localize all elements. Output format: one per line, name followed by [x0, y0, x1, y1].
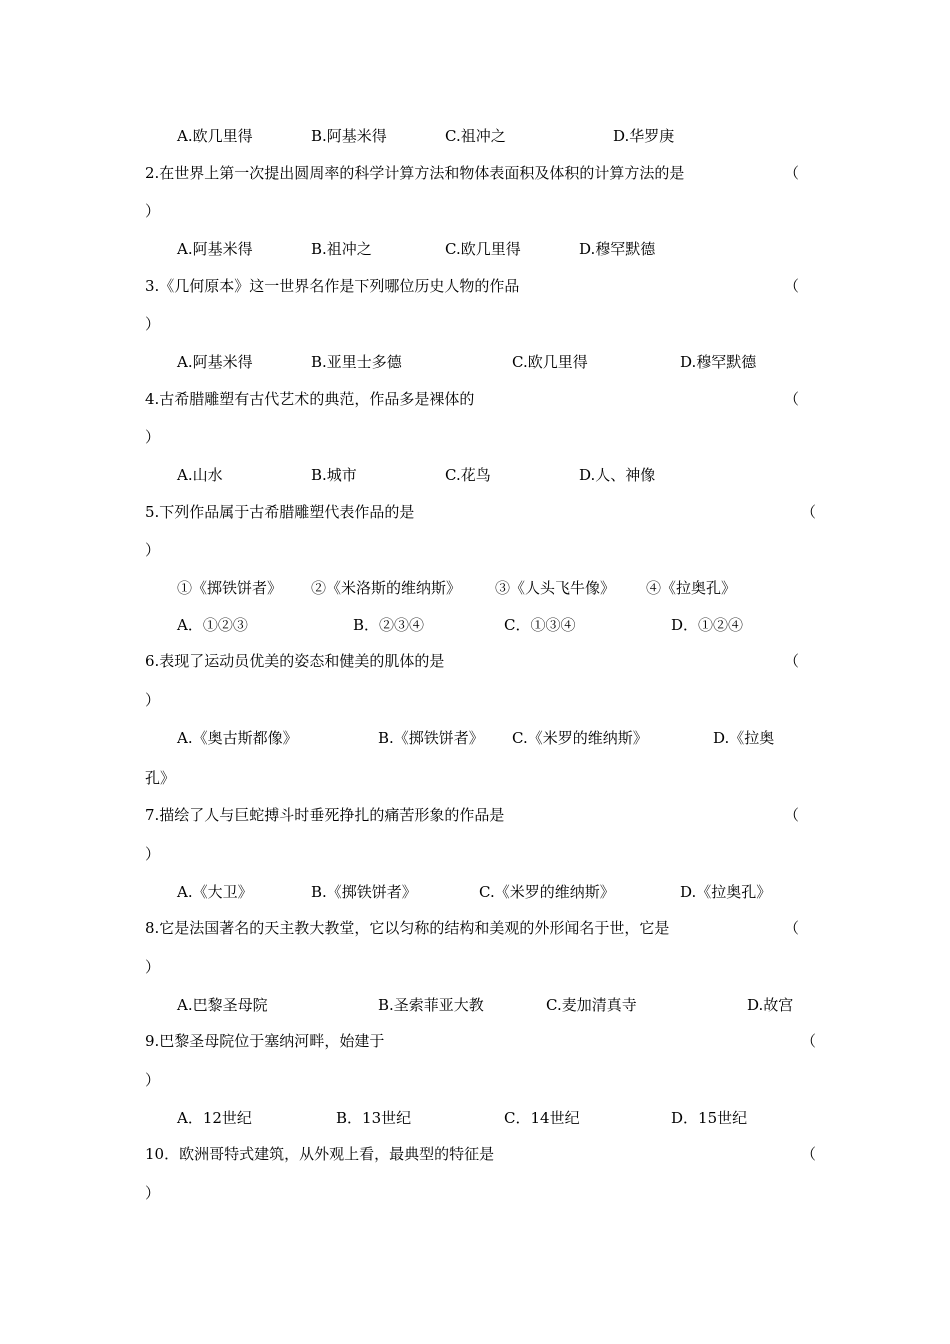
option-d: D.《拉奥: [713, 729, 775, 747]
question-stem: 10．欧洲哥特式建筑，从外观上看，最典型的特征是: [145, 1145, 495, 1163]
answer-paren-open: （: [801, 1145, 817, 1163]
item-4: ④《拉奥孔》: [646, 579, 737, 597]
option-c: C.《米罗的维纳斯》: [512, 729, 648, 747]
answer-paren-close: ）: [145, 1071, 161, 1089]
option-c: C.花鸟: [445, 466, 491, 484]
option-d-continued: 孔》: [145, 769, 176, 787]
option-d: D.穆罕默德: [579, 240, 656, 258]
question-stem: 2.在世界上第一次提出圆周率的科学计算方法和物体表面积及体积的计算方法的是: [145, 164, 685, 182]
option-b: B.城市: [311, 466, 357, 484]
answer-paren-open: （: [784, 652, 800, 670]
option-a: A.阿基米得: [177, 353, 253, 371]
answer-paren-open: （: [784, 277, 800, 295]
answer-paren-open: （: [784, 390, 800, 408]
option-c: C.《米罗的维纳斯》: [479, 883, 615, 901]
option-b: B.《掷铁饼者》: [378, 729, 484, 747]
option-b: B.亚里士多德: [311, 353, 402, 371]
option-c: C.欧几里得: [445, 240, 521, 258]
option-b: B.阿基米得: [311, 127, 387, 145]
option-a: A.巴黎圣母院: [177, 996, 268, 1014]
option-d: D.《拉奥孔》: [680, 883, 772, 901]
answer-paren-open: （: [784, 164, 800, 182]
option-a: A．12世纪: [177, 1109, 252, 1127]
option-d: D.穆罕默德: [680, 353, 757, 371]
option-d: D．①②④: [671, 616, 744, 634]
option-b: B.圣索菲亚大教: [378, 996, 484, 1014]
option-b: B．13世纪: [336, 1109, 412, 1127]
answer-paren-close: ）: [145, 541, 161, 559]
option-a: A.阿基米得: [177, 240, 253, 258]
option-c: C.欧几里得: [512, 353, 588, 371]
question-stem: 7.描绘了人与巨蛇搏斗时垂死挣扎的痛苦形象的作品是: [145, 806, 505, 824]
option-c: C．①③④: [504, 616, 576, 634]
question-stem: 3.《几何原本》这一世界名作是下列哪位历史人物的作品: [145, 277, 520, 295]
option-a: A.《奥古斯都像》: [177, 729, 298, 747]
answer-paren-open: （: [784, 919, 800, 937]
option-a: A.欧几里得: [177, 127, 253, 145]
question-stem: 5.下列作品属于古希腊雕塑代表作品的是: [145, 503, 415, 521]
question-stem: 4.古希腊雕塑有古代艺术的典范，作品多是裸体的: [145, 390, 475, 408]
answer-paren-open: （: [801, 503, 817, 521]
option-a: A.山水: [177, 466, 223, 484]
option-b: B.《掷铁饼者》: [311, 883, 417, 901]
option-d: D.人、神像: [579, 466, 656, 484]
item-2: ②《米洛斯的维纳斯》: [311, 579, 462, 597]
option-a: A.《大卫》: [177, 883, 253, 901]
answer-paren-close: ）: [145, 202, 161, 220]
answer-paren-close: ）: [145, 845, 161, 863]
question-stem: 9.巴黎圣母院位于塞纳河畔，始建于: [145, 1032, 385, 1050]
item-1: ①《掷铁饼者》: [177, 579, 283, 597]
option-c: C.麦加清真寺: [546, 996, 637, 1014]
option-c: C．14世纪: [504, 1109, 580, 1127]
question-stem: 6.表现了运动员优美的姿态和健美的肌体的是: [145, 652, 445, 670]
answer-paren-open: （: [801, 1032, 817, 1050]
option-d: D.故宫: [747, 996, 794, 1014]
question-stem: 8.它是法国著名的天主教大教堂，它以匀称的结构和美观的外形闻名于世，它是: [145, 919, 670, 937]
answer-paren-close: ）: [145, 428, 161, 446]
option-b: B．②③④: [353, 616, 425, 634]
option-d: D.华罗庚: [613, 127, 675, 145]
option-b: B.祖冲之: [311, 240, 372, 258]
answer-paren-close: ）: [145, 958, 161, 976]
option-c: C.祖冲之: [445, 127, 506, 145]
answer-paren-open: （: [784, 806, 800, 824]
answer-paren-close: ）: [145, 315, 161, 333]
answer-paren-close: ）: [145, 691, 161, 709]
option-a: A．①②③: [177, 616, 248, 634]
answer-paren-close: ）: [145, 1184, 161, 1202]
option-d: D．15世纪: [671, 1109, 748, 1127]
item-3: ③《人头飞牛像》: [495, 579, 616, 597]
